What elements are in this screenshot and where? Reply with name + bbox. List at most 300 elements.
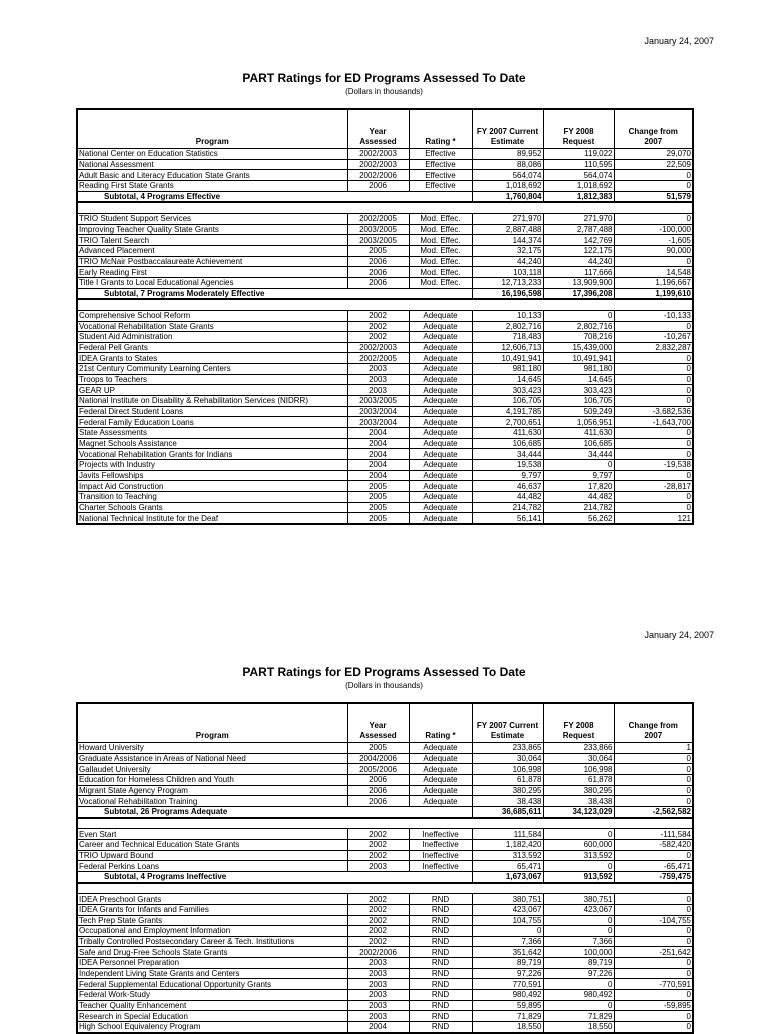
header-change: Change from 2007 xyxy=(614,109,693,149)
rating: Adequate xyxy=(409,406,472,417)
program-name: Education for Homeless Children and Youth xyxy=(77,774,347,785)
fy2008-request: 0 xyxy=(543,1000,614,1011)
year-assessed: 2006 xyxy=(347,267,409,278)
fy2008-request: 708,216 xyxy=(543,332,614,343)
fy2008-request: 564,074 xyxy=(543,170,614,181)
table-row xyxy=(77,1022,693,1033)
year-assessed: 2002 xyxy=(347,829,409,840)
fy2008-request: 0 xyxy=(543,460,614,471)
program-name: IDEA Preschool Grants xyxy=(77,894,347,905)
rating: RND xyxy=(409,936,472,947)
fy2007-estimate: 30,064 xyxy=(472,753,543,764)
program-name: Federal Pell Grants xyxy=(77,342,347,353)
fy2007-estimate: 104,755 xyxy=(472,915,543,926)
rating: RND xyxy=(409,990,472,1001)
rating: Ineffective xyxy=(409,829,472,840)
year-assessed: 2006 xyxy=(347,256,409,267)
program-name: IDEA Grants for Infants and Families xyxy=(77,904,347,915)
year-assessed: 2004 xyxy=(347,438,409,449)
table-header-row xyxy=(77,109,693,149)
table-row xyxy=(77,277,693,288)
program-name: Advanced Placement xyxy=(77,245,347,256)
change-from-2007: -19,538 xyxy=(614,460,693,471)
table-row xyxy=(77,904,693,915)
change-from-2007: 0 xyxy=(614,170,693,181)
rating: Adequate xyxy=(409,764,472,775)
year-assessed: 2003/2004 xyxy=(347,417,409,428)
year-assessed: 2005 xyxy=(347,481,409,492)
fy2007-estimate: 89,719 xyxy=(472,958,543,969)
fy2007-estimate: 18,550 xyxy=(472,1022,543,1033)
fy2007-estimate: 271,970 xyxy=(472,213,543,224)
year-assessed: 2003 xyxy=(347,861,409,872)
year-assessed: 2006 xyxy=(347,774,409,785)
fy2007-estimate: 10,133 xyxy=(472,310,543,321)
fy2008-request: 1,056,951 xyxy=(543,417,614,428)
spacer-row xyxy=(77,818,693,829)
spacer-row xyxy=(77,883,693,894)
fy2007-estimate: 19,538 xyxy=(472,460,543,471)
fy2008-request: 380,751 xyxy=(543,894,614,905)
table-row xyxy=(77,385,693,396)
fy2007-estimate: 89,952 xyxy=(472,149,543,160)
year-assessed: 2002/2005 xyxy=(347,353,409,364)
year-assessed: 2003/2005 xyxy=(347,235,409,246)
fy2007-estimate: 1,018,692 xyxy=(472,180,543,191)
spacer-cell xyxy=(77,818,693,829)
table-row xyxy=(77,256,693,267)
table-row xyxy=(77,364,693,375)
fy2007-estimate: 423,067 xyxy=(472,904,543,915)
program-name: Federal Direct Student Loans xyxy=(77,406,347,417)
table-row xyxy=(77,374,693,385)
rating: Adequate xyxy=(409,353,472,364)
fy2008-request: 38,438 xyxy=(543,796,614,807)
program-name: Early Reading First xyxy=(77,267,347,278)
program-name: Troops to Teachers xyxy=(77,374,347,385)
change-from-2007: 0 xyxy=(614,449,693,460)
rating: RND xyxy=(409,968,472,979)
change-from-2007: 0 xyxy=(614,990,693,1001)
change-from-2007: 0 xyxy=(614,438,693,449)
rating: Adequate xyxy=(409,332,472,343)
fy2008-request: 10,491,941 xyxy=(543,353,614,364)
year-assessed: 2003 xyxy=(347,968,409,979)
rating: Ineffective xyxy=(409,850,472,861)
table-row xyxy=(77,353,693,364)
table-row xyxy=(77,428,693,439)
table-row xyxy=(77,406,693,417)
year-assessed: 2006 xyxy=(347,796,409,807)
program-name: Magnet Schools Assistance xyxy=(77,438,347,449)
change-from-2007: 0 xyxy=(614,1022,693,1033)
subtotal-row xyxy=(77,806,693,817)
fy2007-estimate: 38,438 xyxy=(472,796,543,807)
fy2008-request: 0 xyxy=(543,926,614,937)
rating: Adequate xyxy=(409,796,472,807)
table-row xyxy=(77,1011,693,1022)
year-assessed: 2002 xyxy=(347,839,409,850)
rating: Adequate xyxy=(409,374,472,385)
year-assessed: 2006 xyxy=(347,180,409,191)
change-from-2007: 0 xyxy=(614,396,693,407)
change-from-2007: -582,420 xyxy=(614,839,693,850)
fy2008-request: 97,226 xyxy=(543,968,614,979)
fy2007-estimate: 32,175 xyxy=(472,245,543,256)
change-from-2007: 90,000 xyxy=(614,245,693,256)
subtotal-label: Subtotal, 26 Programs Adequate xyxy=(77,806,472,817)
header-rating: Rating * xyxy=(409,109,472,149)
table-row xyxy=(77,774,693,785)
program-name: GEAR UP xyxy=(77,385,347,396)
program-name: National Technical Institute for the Deaf xyxy=(77,513,347,524)
header-fy2007: FY 2007 Current Estimate xyxy=(472,703,543,743)
document-title: PART Ratings for ED Programs Assessed To Date xyxy=(242,71,526,85)
fy2007-estimate: 88,086 xyxy=(472,159,543,170)
rating: RND xyxy=(409,904,472,915)
table-row xyxy=(77,310,693,321)
rating: Ineffective xyxy=(409,839,472,850)
program-name: Javits Fellowships xyxy=(77,470,347,481)
program-name: Research in Special Education xyxy=(77,1011,347,1022)
fy2008-request: 411,630 xyxy=(543,428,614,439)
change-from-2007: 0 xyxy=(614,753,693,764)
program-name: Tribally Controlled Postsecondary Career & Tech. Institutions xyxy=(77,936,347,947)
rating: Adequate xyxy=(409,785,472,796)
subtotal-change: -2,562,582 xyxy=(614,806,693,817)
subtotal-label: Subtotal, 4 Programs Effective xyxy=(77,191,472,202)
rating: Effective xyxy=(409,180,472,191)
fy2008-request: 56,262 xyxy=(543,513,614,524)
change-from-2007: 0 xyxy=(614,492,693,503)
fy2007-estimate: 46,637 xyxy=(472,481,543,492)
subtotal-row xyxy=(77,871,693,882)
table-row xyxy=(77,159,693,170)
fy2008-request: 18,550 xyxy=(543,1022,614,1033)
change-from-2007: 0 xyxy=(614,428,693,439)
table-row xyxy=(77,267,693,278)
year-assessed: 2004/2006 xyxy=(347,753,409,764)
rating: Mod. Effec. xyxy=(409,224,472,235)
year-assessed: 2002 xyxy=(347,310,409,321)
header-fy2008: FY 2008 Request xyxy=(543,703,614,743)
fy2008-request: 44,240 xyxy=(543,256,614,267)
table-row xyxy=(77,764,693,775)
table-row xyxy=(77,470,693,481)
fy2007-estimate: 718,483 xyxy=(472,332,543,343)
rating: RND xyxy=(409,894,472,905)
program-name: Career and Technical Education State Grants xyxy=(77,839,347,850)
program-name: Charter Schools Grants xyxy=(77,502,347,513)
spacer-row xyxy=(77,202,693,213)
year-assessed: 2003 xyxy=(347,385,409,396)
fy2007-estimate: 2,700,651 xyxy=(472,417,543,428)
table-row xyxy=(77,417,693,428)
program-name: National Center on Education Statistics xyxy=(77,149,347,160)
year-assessed: 2002 xyxy=(347,850,409,861)
fy2008-request: 303,423 xyxy=(543,385,614,396)
year-assessed: 2004 xyxy=(347,428,409,439)
fy2007-estimate: 9,797 xyxy=(472,470,543,481)
fy2008-request: 271,970 xyxy=(543,213,614,224)
rating: Adequate xyxy=(409,449,472,460)
change-from-2007: 0 xyxy=(614,904,693,915)
year-assessed: 2002/2005 xyxy=(347,213,409,224)
program-name: Occupational and Employment Information xyxy=(77,926,347,937)
table-row xyxy=(77,213,693,224)
year-assessed: 2002 xyxy=(347,894,409,905)
fy2007-estimate: 770,591 xyxy=(472,979,543,990)
header-year-assessed: Year Assessed xyxy=(347,703,409,743)
program-name: Vocational Rehabilitation State Grants xyxy=(77,321,347,332)
change-from-2007: 0 xyxy=(614,785,693,796)
change-from-2007: -59,895 xyxy=(614,1000,693,1011)
program-name: Transition to Teaching xyxy=(77,492,347,503)
subtotal-fy2007: 36,685,611 xyxy=(472,806,543,817)
rating: Adequate xyxy=(409,364,472,375)
year-assessed: 2004 xyxy=(347,460,409,471)
subtotal-change: 51,579 xyxy=(614,191,693,202)
change-from-2007: 0 xyxy=(614,321,693,332)
year-assessed: 2003/2005 xyxy=(347,396,409,407)
year-assessed: 2005 xyxy=(347,513,409,524)
fy2007-estimate: 97,226 xyxy=(472,968,543,979)
ratings-table xyxy=(76,108,694,525)
fy2008-request: 61,878 xyxy=(543,774,614,785)
fy2008-request: 233,866 xyxy=(543,743,614,754)
table-row xyxy=(77,796,693,807)
rating: Adequate xyxy=(409,513,472,524)
rating: Effective xyxy=(409,159,472,170)
change-from-2007: 0 xyxy=(614,850,693,861)
table-row xyxy=(77,332,693,343)
program-name: Independent Living State Grants and Centers xyxy=(77,968,347,979)
year-assessed: 2005 xyxy=(347,743,409,754)
header-fy2008: FY 2008 Request xyxy=(543,109,614,149)
program-name: Federal Family Education Loans xyxy=(77,417,347,428)
header-fy2007: FY 2007 Current Estimate xyxy=(472,109,543,149)
fy2008-request: 981,180 xyxy=(543,364,614,375)
change-from-2007: 0 xyxy=(614,256,693,267)
fy2008-request: 71,829 xyxy=(543,1011,614,1022)
change-from-2007: 0 xyxy=(614,774,693,785)
fy2008-request: 980,492 xyxy=(543,990,614,1001)
change-from-2007: 0 xyxy=(614,764,693,775)
fy2008-request: 14,645 xyxy=(543,374,614,385)
fy2007-estimate: 1,182,420 xyxy=(472,839,543,850)
fy2007-estimate: 44,482 xyxy=(472,492,543,503)
fy2008-request: 13,909,900 xyxy=(543,277,614,288)
fy2008-request: 30,064 xyxy=(543,753,614,764)
fy2008-request: 313,592 xyxy=(543,850,614,861)
year-assessed: 2003 xyxy=(347,958,409,969)
fy2007-estimate: 303,423 xyxy=(472,385,543,396)
change-from-2007: -28,817 xyxy=(614,481,693,492)
fy2007-estimate: 10,491,941 xyxy=(472,353,543,364)
fy2007-estimate: 106,998 xyxy=(472,764,543,775)
rating: Adequate xyxy=(409,396,472,407)
year-assessed: 2004 xyxy=(347,470,409,481)
change-from-2007: -3,682,536 xyxy=(614,406,693,417)
spacer-cell xyxy=(77,883,693,894)
fy2008-request: 509,249 xyxy=(543,406,614,417)
change-from-2007: 0 xyxy=(614,364,693,375)
table-row xyxy=(77,915,693,926)
change-from-2007: -251,642 xyxy=(614,947,693,958)
change-from-2007: -100,000 xyxy=(614,224,693,235)
table-row xyxy=(77,1000,693,1011)
program-name: TRIO Student Support Services xyxy=(77,213,347,224)
fy2008-request: 106,998 xyxy=(543,764,614,775)
document-date: January 24, 2007 xyxy=(644,630,714,640)
program-name: Reading First State Grants xyxy=(77,180,347,191)
rating: Adequate xyxy=(409,428,472,439)
year-assessed: 2002 xyxy=(347,926,409,937)
fy2007-estimate: 2,887,488 xyxy=(472,224,543,235)
fy2008-request: 2,802,716 xyxy=(543,321,614,332)
change-from-2007: 0 xyxy=(614,936,693,947)
rating: RND xyxy=(409,1022,472,1033)
rating: Adequate xyxy=(409,753,472,764)
table-row xyxy=(77,502,693,513)
table-row xyxy=(77,180,693,191)
program-name: Howard University xyxy=(77,743,347,754)
change-from-2007: 2,832,287 xyxy=(614,342,693,353)
change-from-2007: 0 xyxy=(614,180,693,191)
change-from-2007: 14,548 xyxy=(614,267,693,278)
program-name: Impact Aid Construction xyxy=(77,481,347,492)
fy2007-estimate: 4,191,785 xyxy=(472,406,543,417)
fy2007-estimate: 380,751 xyxy=(472,894,543,905)
year-assessed: 2003 xyxy=(347,1000,409,1011)
ratings-table xyxy=(76,702,694,1034)
fy2008-request: 214,782 xyxy=(543,502,614,513)
table-row xyxy=(77,968,693,979)
fy2008-request: 0 xyxy=(543,979,614,990)
table-row xyxy=(77,170,693,181)
change-from-2007: 0 xyxy=(614,470,693,481)
fy2008-request: 34,444 xyxy=(543,449,614,460)
year-assessed: 2002 xyxy=(347,332,409,343)
fy2007-estimate: 564,074 xyxy=(472,170,543,181)
change-from-2007: 0 xyxy=(614,502,693,513)
fy2008-request: 423,067 xyxy=(543,904,614,915)
fy2007-estimate: 14,645 xyxy=(472,374,543,385)
change-from-2007: -1,643,700 xyxy=(614,417,693,428)
table-row xyxy=(77,513,693,524)
year-assessed: 2002 xyxy=(347,321,409,332)
table-row xyxy=(77,926,693,937)
table-row xyxy=(77,861,693,872)
program-name: Federal Work-Study xyxy=(77,990,347,1001)
change-from-2007: 0 xyxy=(614,1011,693,1022)
fy2007-estimate: 59,895 xyxy=(472,1000,543,1011)
fy2007-estimate: 313,592 xyxy=(472,850,543,861)
program-name: National Assessment xyxy=(77,159,347,170)
table-row xyxy=(77,829,693,840)
fy2008-request: 15,439,000 xyxy=(543,342,614,353)
subtotal-fy2007: 1,760,804 xyxy=(472,191,543,202)
spacer-row xyxy=(77,299,693,310)
fy2007-estimate: 34,444 xyxy=(472,449,543,460)
year-assessed: 2002/2003 xyxy=(347,149,409,160)
year-assessed: 2006 xyxy=(347,277,409,288)
fy2008-request: 9,797 xyxy=(543,470,614,481)
change-from-2007: 22,509 xyxy=(614,159,693,170)
change-from-2007: 0 xyxy=(614,353,693,364)
year-assessed: 2003 xyxy=(347,1011,409,1022)
rating: Mod. Effec. xyxy=(409,277,472,288)
change-from-2007: -770,591 xyxy=(614,979,693,990)
program-name: Student Aid Administration xyxy=(77,332,347,343)
fy2008-request: 600,000 xyxy=(543,839,614,850)
year-assessed: 2003/2005 xyxy=(347,224,409,235)
table-body xyxy=(77,149,693,524)
fy2007-estimate: 0 xyxy=(472,926,543,937)
fy2007-estimate: 981,180 xyxy=(472,364,543,375)
fy2007-estimate: 111,584 xyxy=(472,829,543,840)
program-name: Adult Basic and Literacy Education State Grants xyxy=(77,170,347,181)
rating: Adequate xyxy=(409,385,472,396)
rating: RND xyxy=(409,926,472,937)
document-subtitle: (Dollars in thousands) xyxy=(345,87,423,96)
change-from-2007: 0 xyxy=(614,926,693,937)
change-from-2007: 1 xyxy=(614,743,693,754)
fy2007-estimate: 380,295 xyxy=(472,785,543,796)
fy2008-request: 0 xyxy=(543,915,614,926)
rating: Adequate xyxy=(409,460,472,471)
fy2008-request: 106,685 xyxy=(543,438,614,449)
rating: Mod. Effec. xyxy=(409,213,472,224)
header-rating: Rating * xyxy=(409,703,472,743)
rating: Adequate xyxy=(409,492,472,503)
year-assessed: 2002/2006 xyxy=(347,170,409,181)
subtotal-change: 1,199,610 xyxy=(614,288,693,299)
year-assessed: 2004 xyxy=(347,1022,409,1033)
year-assessed: 2003 xyxy=(347,374,409,385)
table-row xyxy=(77,149,693,160)
document-date: January 24, 2007 xyxy=(644,36,714,46)
rating: Adequate xyxy=(409,342,472,353)
subtotal-label: Subtotal, 4 Programs Ineffective xyxy=(77,871,472,882)
header-program: Program xyxy=(77,703,347,743)
table-row xyxy=(77,449,693,460)
table-row xyxy=(77,785,693,796)
subtotal-fy2008: 17,396,208 xyxy=(543,288,614,299)
program-name: Improving Teacher Quality State Grants xyxy=(77,224,347,235)
rating: Mod. Effec. xyxy=(409,256,472,267)
rating: Adequate xyxy=(409,481,472,492)
fy2008-request: 17,820 xyxy=(543,481,614,492)
header-year-assessed: Year Assessed xyxy=(347,109,409,149)
change-from-2007: -10,267 xyxy=(614,332,693,343)
fy2008-request: 110,595 xyxy=(543,159,614,170)
program-name: TRIO Upward Bound xyxy=(77,850,347,861)
rating: RND xyxy=(409,1000,472,1011)
rating: Effective xyxy=(409,170,472,181)
fy2007-estimate: 214,782 xyxy=(472,502,543,513)
subtotal-label: Subtotal, 7 Programs Moderately Effective xyxy=(77,288,472,299)
table-row xyxy=(77,396,693,407)
subtotal-fy2008: 34,123,029 xyxy=(543,806,614,817)
fy2007-estimate: 144,374 xyxy=(472,235,543,246)
program-name: Projects with Industry xyxy=(77,460,347,471)
year-assessed: 2005 xyxy=(347,492,409,503)
fy2008-request: 106,705 xyxy=(543,396,614,407)
table-row xyxy=(77,460,693,471)
year-assessed: 2003 xyxy=(347,364,409,375)
subtotal-fy2008: 1,812,383 xyxy=(543,191,614,202)
